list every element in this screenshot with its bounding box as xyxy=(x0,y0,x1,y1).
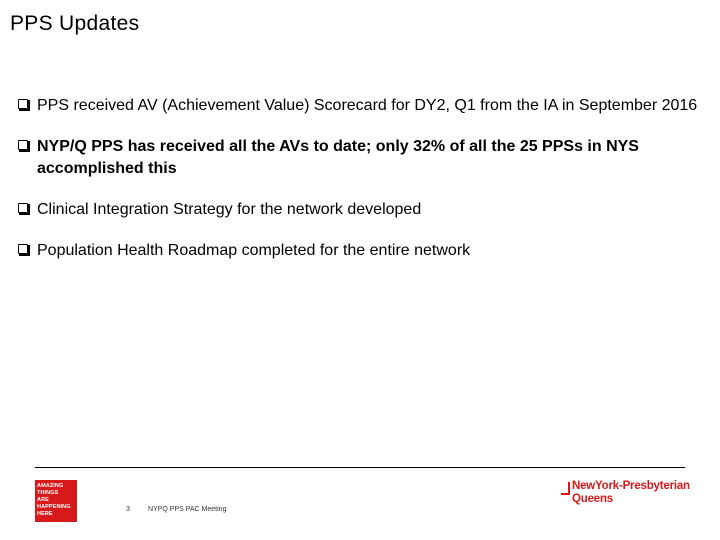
bullet-text: Population Health Roadmap completed for the entire network xyxy=(37,242,471,259)
bullet-item-4 xyxy=(18,240,698,262)
bullet-item-1 xyxy=(18,95,698,117)
bullet-text: PPS received AV (Achievement Value) Scorecard for DY2, Q1 from the IA in September 2016 xyxy=(37,97,698,114)
nyp-queens-logo: NewYork-Presbyterian Queens xyxy=(561,480,691,508)
bullet-item-3 xyxy=(18,199,698,221)
meeting-label: NYPQ PPS PAC Meeting xyxy=(148,506,227,513)
bullet-list xyxy=(18,95,698,281)
checkbox-bullet-icon xyxy=(18,99,28,109)
page-title: PPS Updates xyxy=(10,12,140,35)
checkbox-bullet-icon xyxy=(18,203,28,213)
bullet-text: NYP/Q PPS has received all the AVs to date; only 32% of all the 25 PPSs in NYS accomplished this xyxy=(37,138,639,177)
bullet-text: Clinical Integration Strategy for the network developed xyxy=(37,201,422,218)
checkbox-bullet-icon xyxy=(18,244,28,254)
bullet-item-2 xyxy=(18,136,698,180)
brand-mark-icon xyxy=(561,482,570,495)
amazing-things-logo: AMAZING THINGS ARE HAPPENING HERE xyxy=(35,480,77,522)
page-number: 3 xyxy=(126,506,130,513)
footer-divider xyxy=(35,467,685,468)
checkbox-bullet-icon xyxy=(18,140,28,150)
